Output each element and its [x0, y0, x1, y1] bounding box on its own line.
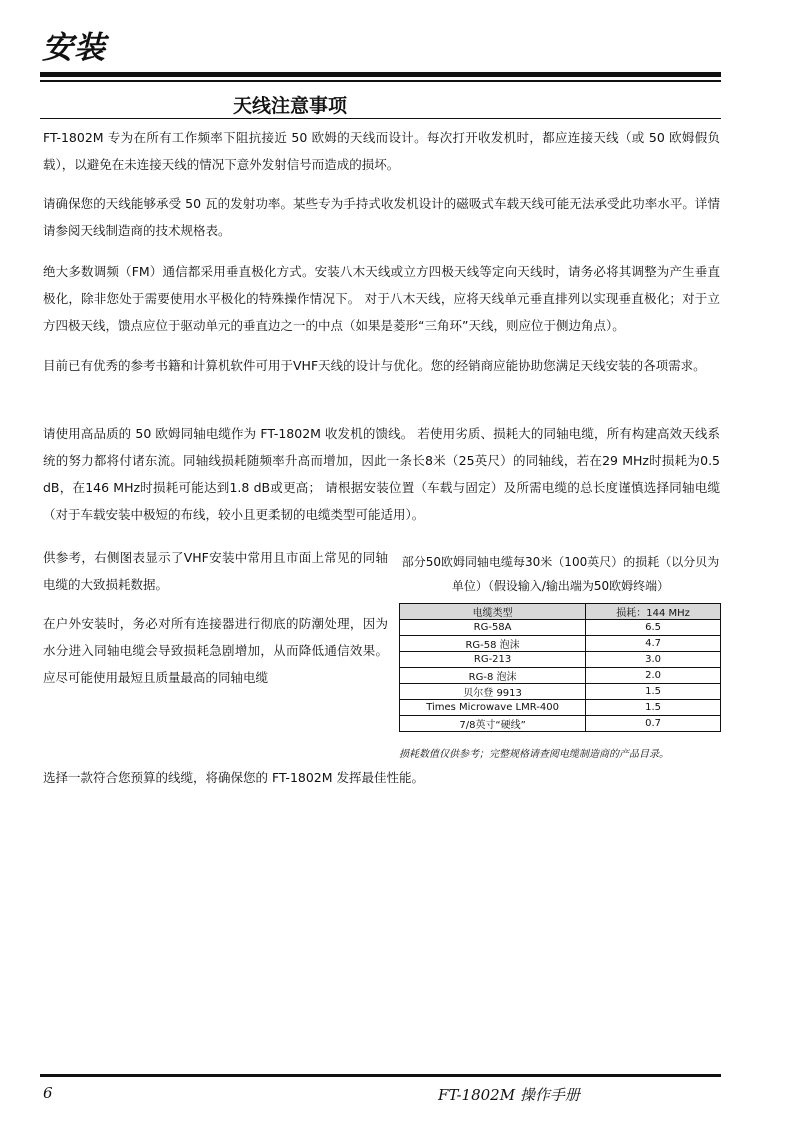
table-note: 损耗数值仅供参考；完整规格请查阅电缆制造商的产品目录。: [399, 749, 669, 760]
footer-rule: [40, 1074, 721, 1077]
cable-loss-table: [399, 603, 721, 732]
cable-type: RG-213: [400, 652, 586, 668]
cable-loss: 3.0: [586, 652, 721, 668]
cable-type: RG-8 泡沫: [400, 668, 586, 684]
table-row: [400, 716, 721, 732]
paragraph-7: 在户外安装时，务必对所有连接器进行彻底的防潮处理，因为水分进入同轴电缆会导致损耗急剧增加，从而降低通信效果。应尽可能使用最短且质量最高的同轴电缆: [43, 616, 388, 685]
header-rule: [40, 72, 721, 77]
section-title: 天线注意事项: [233, 95, 348, 117]
table-title: 部分50欧姆同轴电缆每30米（100英尺）的损耗（以分贝为单位）（假设输入/输出端为50欧姆终端）: [401, 555, 720, 593]
cable-type: Times Microwave LMR-400: [400, 700, 586, 716]
section-rule: [40, 118, 721, 119]
cable-type: 7/8英寸“硬线”: [400, 716, 586, 732]
paragraph-3: 绝大多数调频（FM）通信都采用垂直极化方式。安装八木天线或立方四极天线等定向天线时，请务必将其调整为产生垂直极化，除非您处于需要使用水平极化的特殊操作情况下。 对于八木天线，应将天线单元垂直排列以实现垂直极化；对于立方四极天线，馈点应位于驱动单元的垂直边之一的中点（如果是菱形“三角环”天线，则应位于侧边角点）。: [43, 264, 720, 333]
paragraph-2: 请确保您的天线能够承受 50 瓦的发射功率。某些专为手持式收发机设计的磁吸式车载天线可能无法承受此功率水平。详情请参阅天线制造商的技术规格表。: [43, 196, 720, 238]
cable-loss: 1.5: [586, 684, 721, 700]
table-header-row: [400, 604, 721, 620]
cable-type: RG-58A: [400, 620, 586, 636]
table-row: [400, 636, 721, 652]
table-row: [400, 700, 721, 716]
page-number: 6: [43, 1084, 53, 1102]
document-title: FT-1802M 操作手册: [438, 1086, 580, 1104]
table-row: [400, 652, 721, 668]
paragraph-1: FT-1802M 专为在所有工作频率下阻抗接近 50 欧姆的天线而设计。每次打开收发机时，都应连接天线（或 50 欧姆假负载），以避免在未连接天线的情况下意外发射信号而造成的损坏。: [43, 130, 720, 172]
cable-loss: 0.7: [586, 716, 721, 732]
header-rule-thin: [40, 80, 721, 82]
table-row: [400, 684, 721, 700]
paragraph-6: 供参考，右侧图表显示了VHF安装中常用且市面上常见的同轴电缆的大致损耗数据。: [43, 550, 388, 592]
table-row: [400, 668, 721, 684]
chapter-title: 安装: [42, 30, 106, 66]
cable-loss: 4.7: [586, 636, 721, 652]
final-paragraph: 选择一款符合您预算的线缆，将确保您的 FT-1802M 发挥最佳性能。: [43, 770, 425, 785]
cable-type: 贝尔登 9913: [400, 684, 586, 700]
header-cable-type: 电缆类型: [400, 604, 586, 620]
cable-loss: 1.5: [586, 700, 721, 716]
cable-type: RG-58 泡沫: [400, 636, 586, 652]
paragraph-4: 目前已有优秀的参考书籍和计算机软件可用于VHF天线的设计与优化。您的经销商应能协助您满足天线安装的各项需求。: [43, 358, 706, 373]
cable-loss: 2.0: [586, 668, 721, 684]
table-row: [400, 620, 721, 636]
cable-loss: 6.5: [586, 620, 721, 636]
header-loss: 损耗：144 MHz: [586, 604, 721, 620]
paragraph-5: 请使用高品质的 50 欧姆同轴电缆作为 FT-1802M 收发机的馈线。 若使用劣质、损耗大的同轴电缆，所有构建高效天线系统的努力都将付诸东流。同轴线损耗随频率升高而增加，因此一条长8米（25英尺）的同轴线，若在29 MHz时损耗为0.5 dB，在146 MHz时损耗可能达到1.8 dB或更高； 请根据安装位置（车载与固定）及所需电缆的总长度谨慎选择同轴电缆（对于车载安装中极短的布线，较小且更柔韧的电缆类型可能适用）。: [43, 426, 720, 522]
